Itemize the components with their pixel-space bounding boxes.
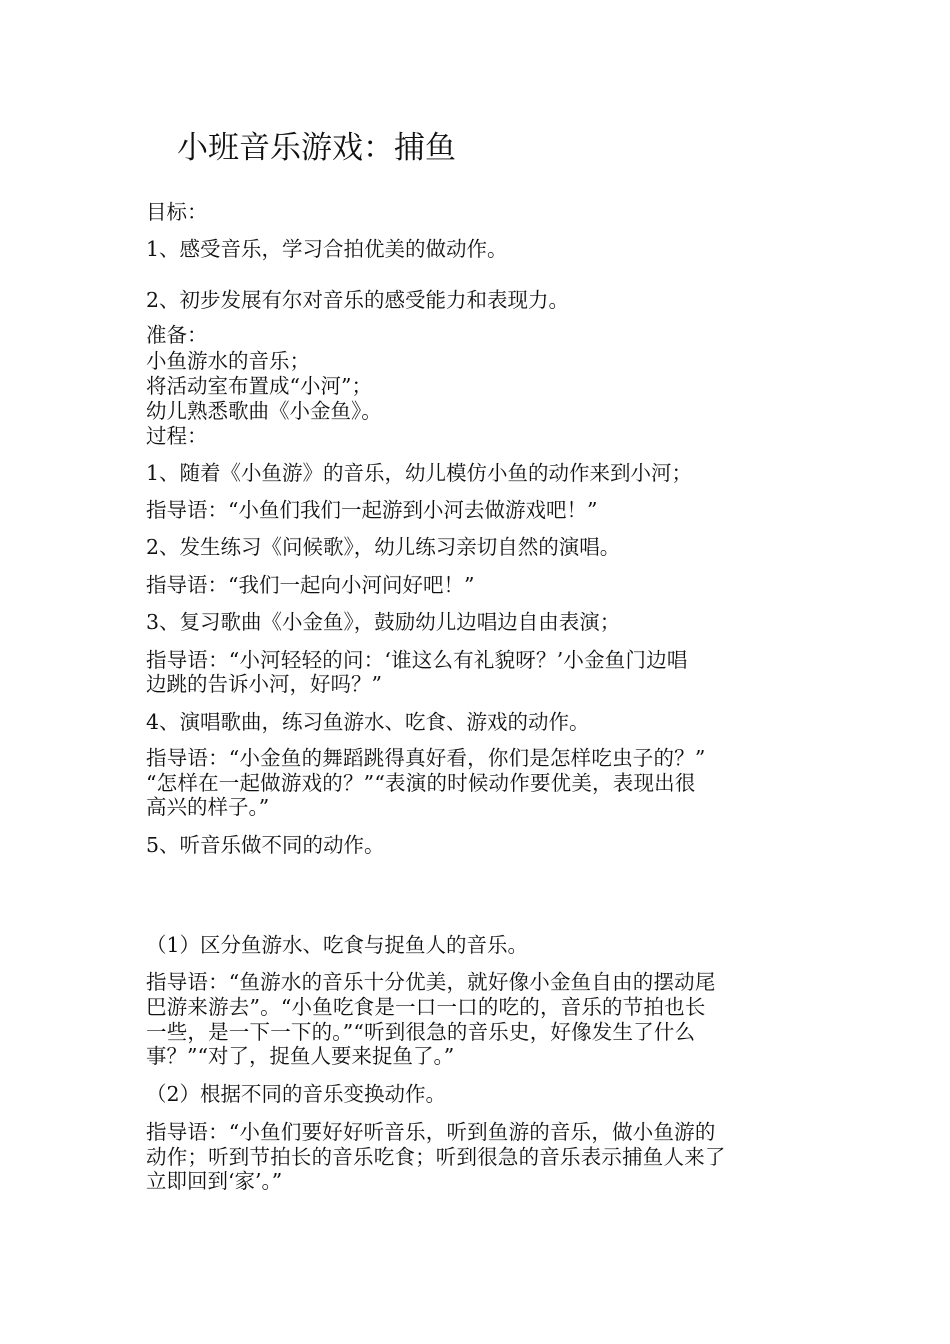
guide-text-4-line-3: 高兴的样子。” xyxy=(146,795,270,819)
guide-text-6-line-3: 立即回到‘家’。” xyxy=(146,1169,283,1193)
process-step-5: 5、听音乐做不同的动作。 xyxy=(146,833,385,857)
preparation-item-3: 幼儿熟悉歌曲《小金鱼》。 xyxy=(146,399,382,423)
goals-heading: 目标： xyxy=(146,200,208,224)
goal-item-2: 2、初步发展有尔对音乐的感受能力和表现力。 xyxy=(146,288,570,312)
guide-text-6-line-2: 动作；听到节拍长的音乐吃食；听到很急的音乐表示捕鱼人来了 xyxy=(146,1145,726,1169)
process-step-4: 4、演唱歌曲，练习鱼游水、吃食、游戏的动作。 xyxy=(146,710,590,734)
sub-step-2: （2）根据不同的音乐变换动作。 xyxy=(146,1082,447,1106)
preparation-item-2: 将活动室布置成“小河”； xyxy=(146,374,372,398)
process-step-3: 3、复习歌曲《小金鱼》，鼓励幼儿边唱边自由表演； xyxy=(146,610,621,634)
guide-text-3-line-1: 指导语：“小河轻轻的问：‘谁这么有礼貌呀？’小金鱼门边唱 xyxy=(146,648,688,672)
goal-item-1: 1、感受音乐，学习合拍优美的做动作。 xyxy=(146,237,508,261)
guide-text-3-line-2: 边跳的告诉小河，好吗？” xyxy=(146,672,382,696)
sub-step-1: （1）区分鱼游水、吃食与捉鱼人的音乐。 xyxy=(146,933,529,957)
guide-text-5-line-2: 巴游来游去”。“小鱼吃食是一口一口的吃的，音乐的节拍也长 xyxy=(146,995,706,1019)
document-title: 小班音乐游戏：捕鱼 xyxy=(177,130,456,166)
process-heading: 过程： xyxy=(146,424,208,448)
guide-text-5-line-1: 指导语：“鱼游水的音乐十分优美，就好像小金鱼自由的摆动尾 xyxy=(146,970,716,994)
guide-text-1: 指导语：“小鱼们我们一起游到小河去做游戏吧！” xyxy=(146,498,598,522)
guide-text-5-line-4: 事？”“对了，捉鱼人要来捉鱼了。” xyxy=(146,1044,455,1068)
preparation-item-1: 小鱼游水的音乐； xyxy=(146,349,310,373)
preparation-heading: 准备： xyxy=(146,323,208,347)
guide-text-4-line-2: “怎样在一起做游戏的？”“表演的时候动作要优美，表现出很 xyxy=(146,771,696,795)
process-step-2: 2、发生练习《问候歌》，幼儿练习亲切自然的演唱。 xyxy=(146,535,621,559)
guide-text-5-line-3: 一些，是一下一下的。”“听到很急的音乐史，好像发生了什么 xyxy=(146,1020,696,1044)
guide-text-6-line-1: 指导语：“小鱼们要好好听音乐，听到鱼游的音乐，做小鱼游的 xyxy=(146,1120,716,1144)
guide-text-4-line-1: 指导语：“小金鱼的舞蹈跳得真好看，你们是怎样吃虫子的？” xyxy=(146,746,706,770)
process-step-1: 1、随着《小鱼游》的音乐，幼儿模仿小鱼的动作来到小河； xyxy=(146,461,693,485)
guide-text-2: 指导语：“我们一起向小河问好吧！” xyxy=(146,573,475,597)
